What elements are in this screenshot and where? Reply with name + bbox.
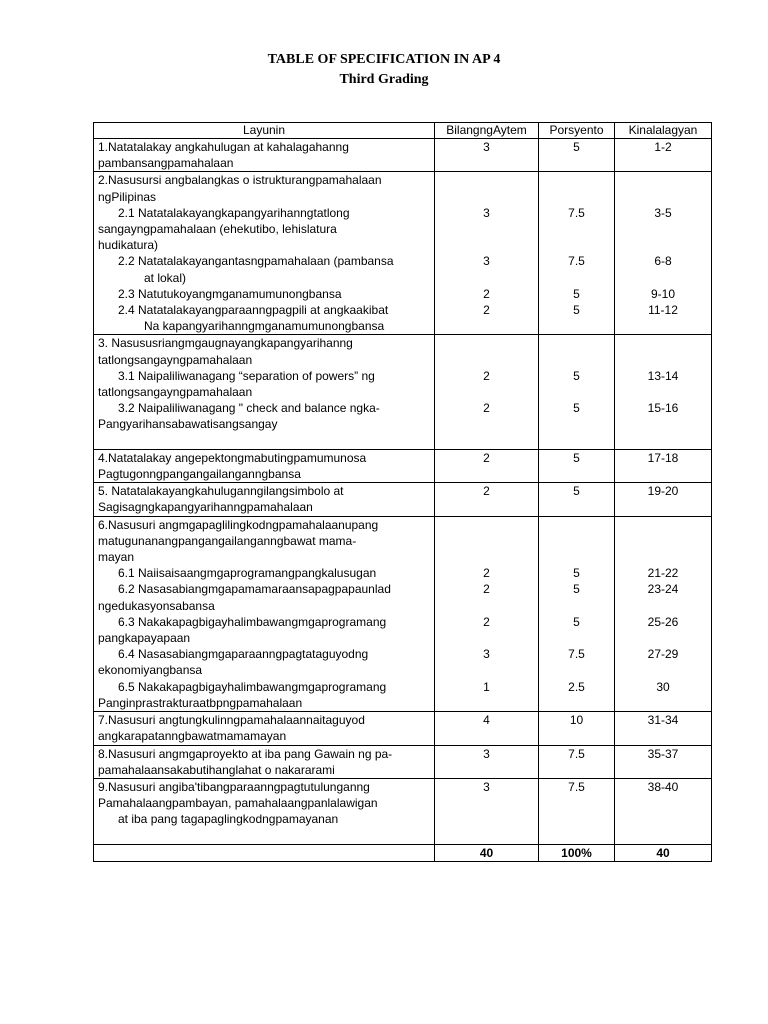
- item-count-cell: [435, 335, 539, 449]
- location-value: [615, 221, 711, 237]
- item-count-value: [435, 189, 538, 205]
- objective-line: 2.1 Natatalakayangkapangyarihanngtatlong: [118, 205, 350, 220]
- item-count-value: 2: [483, 368, 490, 383]
- total-location: 40: [615, 844, 712, 861]
- item-count-cell: [435, 139, 539, 172]
- percent-value: [539, 728, 614, 744]
- location-value: 30: [656, 679, 670, 694]
- item-count-value: 2: [483, 614, 490, 629]
- item-count-value: [435, 155, 538, 171]
- objective-line: ngPilipinas: [98, 189, 157, 204]
- item-count-value: 3: [483, 647, 490, 662]
- objective-line: 4.Natatalakay angepektongmabutingpamumunosa: [98, 450, 367, 465]
- percent-value: 7.5: [568, 779, 585, 794]
- objective-line: ngedukasyonsabansa: [98, 598, 215, 613]
- location-value: 35-37: [647, 746, 679, 761]
- objective-line: 2.Nasusursi angbalangkas o istrukturangpamahalaan: [98, 173, 382, 188]
- objective-line: 3.2 Naipaliliwanagang " check and balance ngka-: [118, 401, 380, 416]
- location-cell: [615, 516, 712, 711]
- percent-value: [539, 695, 614, 711]
- percent-value: [539, 795, 614, 811]
- objective-line: 6.5 Nakakapagbigayhalimbawangmgaprogramang: [118, 679, 387, 694]
- percent-value: 5: [573, 368, 580, 383]
- location-value: [615, 237, 711, 253]
- objective-line: Sagisagngkapangyarihanngpamahalaan: [98, 500, 313, 515]
- percent-value: [539, 384, 614, 400]
- location-value: 31-34: [647, 713, 679, 728]
- percent-value: [539, 499, 614, 515]
- location-value: 19-20: [647, 484, 679, 499]
- objective-line: 3.1 Naipaliliwanagang “separation of powers” ng: [118, 368, 375, 383]
- item-count-value: [435, 695, 538, 711]
- layunin-cell: [94, 172, 435, 335]
- objective-line: mayan: [98, 550, 135, 565]
- objective-line: Pangyarihansabawatisangsangay: [98, 417, 278, 432]
- item-count-cell: [435, 172, 539, 335]
- total-percent: 100%: [539, 844, 615, 861]
- objective-line: [98, 828, 430, 844]
- table-row: [94, 449, 712, 482]
- table-row: [94, 516, 712, 711]
- percent-value: [539, 466, 614, 482]
- percent-cell: [539, 712, 615, 745]
- objective-line: at lokal): [144, 270, 187, 285]
- objective-line: 6.3 Nakakapagbigayhalimbawangmgaprogramang: [118, 614, 387, 629]
- objective-line: 1.Natatalakay angkahulugan at kahalagahanng: [98, 140, 349, 154]
- location-value: [615, 499, 711, 515]
- objective-line: [98, 433, 430, 449]
- percent-value: [539, 598, 614, 614]
- item-count-value: [435, 335, 538, 351]
- item-count-value: [435, 352, 538, 368]
- location-value: 13-14: [647, 368, 679, 383]
- layunin-cell: [94, 139, 435, 172]
- objective-line: 2.2 Natatalakayangantasngpamahalaan (pambansa: [118, 254, 394, 269]
- percent-cell: [539, 335, 615, 449]
- header-kinalalagyan: Kinalalagyan: [615, 123, 712, 139]
- item-count-value: [435, 728, 538, 744]
- location-value: [615, 517, 711, 533]
- percent-value: 7.5: [568, 254, 585, 269]
- location-value: [615, 795, 711, 811]
- percent-value: 7.5: [568, 746, 585, 761]
- item-count-value: [435, 270, 538, 286]
- location-value: [615, 433, 711, 449]
- location-value: [615, 318, 711, 334]
- location-value: 21-22: [647, 566, 679, 581]
- objective-line: angkarapatanngbawatmamamayan: [98, 729, 287, 744]
- item-count-value: 3: [483, 254, 490, 269]
- location-value: [615, 728, 711, 744]
- document-title: TABLE OF SPECIFICATION IN AP 4: [267, 52, 501, 67]
- item-count-value: 2: [483, 566, 490, 581]
- objective-line: Panginprastrakturaatbpngpamahalaan: [98, 695, 303, 710]
- objective-line: tatlongsangayngpamahalaan: [98, 352, 253, 367]
- percent-value: [539, 352, 614, 368]
- item-count-value: [435, 827, 538, 843]
- location-cell: [615, 483, 712, 516]
- percent-value: [539, 172, 614, 188]
- item-count-value: 3: [483, 140, 490, 154]
- location-cell: [615, 712, 712, 745]
- percent-value: [539, 517, 614, 533]
- item-count-value: 2: [483, 302, 490, 317]
- item-count-cell: [435, 712, 539, 745]
- item-count-value: [435, 416, 538, 432]
- percent-cell: [539, 449, 615, 482]
- table-row: [94, 745, 712, 778]
- location-value: [615, 662, 711, 678]
- location-value: 15-16: [647, 401, 679, 416]
- item-count-value: 3: [483, 746, 490, 761]
- table-row: [94, 172, 712, 335]
- item-count-value: 2: [483, 484, 490, 499]
- percent-value: [539, 662, 614, 678]
- item-count-value: [435, 172, 538, 188]
- location-value: 11-12: [648, 302, 678, 317]
- percent-value: [539, 237, 614, 253]
- location-value: 3-5: [654, 205, 672, 220]
- percent-cell: [539, 516, 615, 711]
- location-value: 23-24: [647, 582, 679, 597]
- percent-value: [539, 335, 614, 351]
- objective-line: Pamahalaangpambayan, pamahalaangpanlalawigan: [98, 796, 378, 811]
- percent-cell: [539, 139, 615, 172]
- item-count-value: [435, 795, 538, 811]
- item-count-value: [435, 237, 538, 253]
- objective-line: Na kapangyarihanngmganamumunongbansa: [144, 319, 385, 334]
- item-count-value: 2: [483, 582, 490, 597]
- percent-value: [539, 416, 614, 432]
- table-row: [94, 778, 712, 844]
- header-porsyento: Porsyento: [539, 123, 615, 139]
- header-bilang-ng-aytem: BilangngAytem: [435, 123, 539, 139]
- item-count-value: 3: [483, 205, 490, 220]
- location-cell: [615, 139, 712, 172]
- location-value: [615, 533, 711, 549]
- percent-value: 5: [573, 302, 580, 317]
- percent-value: [539, 533, 614, 549]
- layunin-cell: [94, 449, 435, 482]
- layunin-cell: [94, 778, 435, 844]
- objective-line: pambansangpamahalaan: [98, 156, 234, 171]
- item-count-value: [435, 549, 538, 565]
- objective-line: 6.2 Nasasabiangmgapamamaraansapagpapaunlad: [118, 582, 391, 597]
- item-count-value: 4: [483, 713, 490, 728]
- objective-line: 6.4 Nasasabiangmgaparaanngpagtataguyodng: [118, 647, 369, 662]
- document-subtitle: Third Grading: [339, 72, 429, 87]
- item-count-value: [435, 662, 538, 678]
- item-count-value: [435, 466, 538, 482]
- location-value: [615, 762, 711, 778]
- percent-value: [539, 762, 614, 778]
- item-count-value: [435, 517, 538, 533]
- item-count-value: 2: [483, 450, 490, 465]
- location-cell: [615, 172, 712, 335]
- header-layunin: Layunin: [94, 123, 435, 139]
- percent-value: 5: [573, 401, 580, 416]
- totals-label: [94, 844, 435, 861]
- objective-line: pangkapayapaan: [98, 631, 191, 646]
- location-value: 1-2: [654, 140, 672, 154]
- percent-value: 5: [573, 450, 580, 465]
- objective-line: hudikatura): [98, 238, 159, 253]
- layunin-cell: [94, 335, 435, 449]
- objective-line: 2.4 Natatalakayangparaanngpagpili at angkaakibat: [118, 303, 389, 318]
- percent-value: 2.5: [568, 679, 585, 694]
- item-count-cell: [435, 516, 539, 711]
- totals-row: [94, 844, 712, 861]
- location-value: 27-29: [647, 647, 679, 662]
- total-items: 40: [435, 844, 539, 861]
- percent-cell: [539, 172, 615, 335]
- objective-line: 7.Nasusuri angtungkulinngpamahalaannaitaguyod: [98, 713, 365, 728]
- item-count-value: [435, 811, 538, 827]
- objective-line: tatlongsangayngpamahalaan: [98, 385, 253, 400]
- item-count-value: [435, 598, 538, 614]
- objective-line: 9.Nasusuri angiba'tibangparaanngpagtutulunganng: [98, 779, 370, 794]
- objective-line: 3. Nasususriangmgaugnayangkapangyarihanng: [98, 336, 353, 351]
- item-count-cell: [435, 483, 539, 516]
- location-value: [615, 827, 711, 843]
- percent-value: 5: [573, 566, 580, 581]
- location-value: 6-8: [654, 254, 672, 269]
- item-count-value: [435, 433, 538, 449]
- percent-value: 7.5: [568, 205, 585, 220]
- location-value: 9-10: [650, 286, 676, 301]
- layunin-cell: [94, 516, 435, 711]
- location-cell: [615, 335, 712, 449]
- table-row: [94, 483, 712, 516]
- percent-value: 5: [573, 140, 580, 154]
- item-count-cell: [435, 745, 539, 778]
- percent-cell: [539, 745, 615, 778]
- objective-line: Pagtugonngpangangailanganngbansa: [98, 467, 301, 482]
- item-count-value: [435, 762, 538, 778]
- percent-value: [539, 630, 614, 646]
- percent-value: 5: [573, 286, 580, 301]
- percent-value: 5: [573, 484, 580, 499]
- location-value: [615, 270, 711, 286]
- objective-line: at iba pang tagapaglingkodngpamayanan: [118, 812, 339, 827]
- location-value: [615, 335, 711, 351]
- objective-line: 5. Natatalakayangkahuluganngilangsimbolo at: [98, 484, 344, 499]
- location-value: 17-18: [647, 450, 679, 465]
- location-value: [615, 695, 711, 711]
- percent-value: 7.5: [568, 647, 585, 662]
- location-cell: [615, 745, 712, 778]
- item-count-value: 2: [483, 401, 490, 416]
- location-cell: [615, 449, 712, 482]
- objective-line: 6.Nasusuri angmgapaglilingkodngpamahalaanupang: [98, 517, 379, 532]
- objective-line: matugunanangpangangailanganngbawat mama-: [98, 533, 357, 548]
- percent-value: [539, 811, 614, 827]
- table-header-row: [94, 123, 712, 139]
- table-row: [94, 712, 712, 745]
- location-value: [615, 172, 711, 188]
- percent-value: [539, 189, 614, 205]
- item-count-value: [435, 318, 538, 334]
- layunin-cell: [94, 483, 435, 516]
- percent-value: [539, 318, 614, 334]
- location-value: [615, 811, 711, 827]
- table-row: [94, 139, 712, 172]
- location-value: [615, 630, 711, 646]
- objective-line: sangayngpamahalaan (ehekutibo, lehislatura: [98, 222, 337, 237]
- objective-line: 2.3 Natutukoyangmganamumunongbansa: [118, 286, 342, 301]
- location-cell: [615, 778, 712, 844]
- location-value: [615, 466, 711, 482]
- item-count-value: 2: [483, 286, 490, 301]
- item-count-value: [435, 384, 538, 400]
- percent-value: [539, 221, 614, 237]
- location-value: [615, 416, 711, 432]
- item-count-cell: [435, 449, 539, 482]
- objective-line: ekonomiyangbansa: [98, 663, 203, 678]
- percent-value: 5: [573, 582, 580, 597]
- percent-value: 10: [569, 713, 584, 728]
- objective-line: 8.Nasusuri angmgaproyekto at iba pang Gawain ng pa-: [98, 746, 393, 761]
- location-value: [615, 549, 711, 565]
- location-value: 25-26: [647, 614, 679, 629]
- objective-line: pamahalaansakabutihanglahat o nakararami: [98, 762, 335, 777]
- percent-value: [539, 549, 614, 565]
- item-count-value: [435, 533, 538, 549]
- percent-value: [539, 433, 614, 449]
- location-value: [615, 189, 711, 205]
- specification-table: [93, 122, 712, 862]
- location-value: 38-40: [647, 779, 679, 794]
- percent-cell: [539, 483, 615, 516]
- item-count-value: [435, 630, 538, 646]
- item-count-value: 1: [483, 679, 490, 694]
- percent-cell: [539, 778, 615, 844]
- percent-value: [539, 270, 614, 286]
- item-count-value: 3: [483, 779, 490, 794]
- location-value: [615, 352, 711, 368]
- percent-value: [539, 155, 614, 171]
- percent-value: 5: [573, 614, 580, 629]
- table-row: [94, 335, 712, 449]
- layunin-cell: [94, 712, 435, 745]
- objective-line: 6.1 Naiisaisaangmgaprogramangpangkalusugan: [118, 566, 377, 581]
- layunin-cell: [94, 745, 435, 778]
- item-count-value: [435, 221, 538, 237]
- percent-value: [539, 827, 614, 843]
- table-body: [94, 139, 712, 845]
- item-count-value: [435, 499, 538, 515]
- location-value: [615, 155, 711, 171]
- location-value: [615, 598, 711, 614]
- item-count-cell: [435, 778, 539, 844]
- location-value: [615, 384, 711, 400]
